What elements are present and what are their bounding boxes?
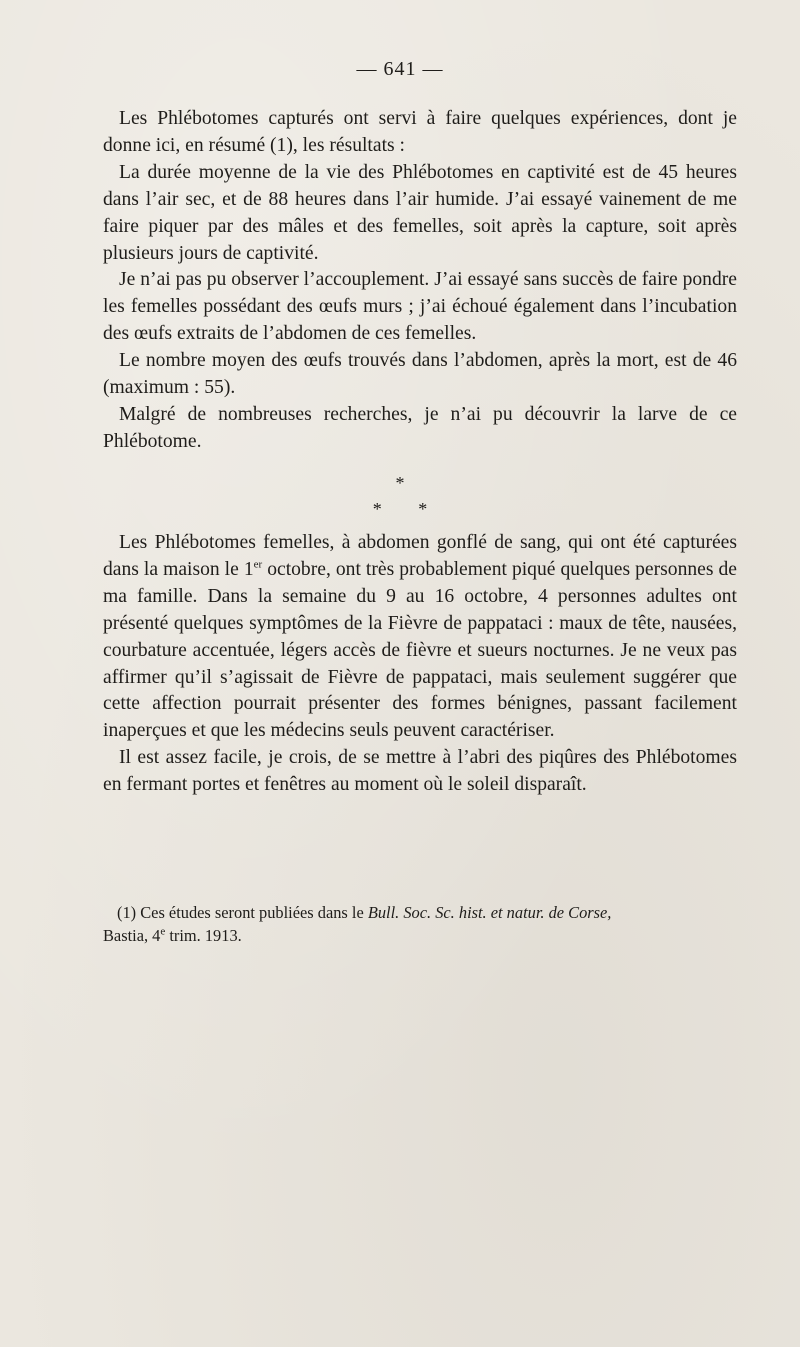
- main-text-section-1: [103, 106, 737, 456]
- footnote-superscript: e: [160, 925, 166, 938]
- footnote: [103, 902, 743, 947]
- footnote-text-a: Ces études seront publiées dans le: [140, 903, 368, 922]
- pappataci-text-a: Les Phlébotomes femelles, à abdomen gonflé de sang, qui ont été capturées dans la maison le 1: [103, 532, 737, 580]
- paragraph-experiments: Les Phlébotomes capturés ont servi à faire quelques expériences, dont je donne ici, en résumé (1), les résultats :: [103, 108, 737, 156]
- section-separator-top: *: [395, 473, 405, 493]
- footnote-text-b: Bastia, 4: [103, 925, 161, 945]
- footnote-marker: (1): [117, 903, 137, 922]
- footnote-text-c: trim. 1913.: [165, 925, 242, 945]
- main-text-section-2: [103, 530, 737, 799]
- page-number: — 641 —: [356, 58, 444, 80]
- paragraph-pappataci: [103, 530, 737, 745]
- paragraph-lifespan: La durée moyenne de la vie des Phlébotomes en captivité est de 45 heures dans l’air sec, et de 88 heures dans l’air humide. J’ai essayé vainement de me faire piquer par des mâles et des femelles, soit après la capture, soit après plusieurs jours de captivité.: [103, 161, 737, 264]
- paragraph-mating: Je n’ai pas pu observer l’accouplement. J’ai essayé sans succès de faire pondre les femelles possédant des œufs murs ; j’ai échoué également dans l’incubation des œufs extraits de l’abdomen de ces femelles.: [103, 269, 737, 345]
- section-separator-bottom: * *: [372, 499, 444, 519]
- pappataci-text-b: octobre, ont très probablement piqué quelques personnes de ma famille. Dans la semaine du 9 au 16 octobre, 4 personnes adultes ont présenté quelques symptômes de la Fièvre de pappataci : maux de tête, nausées, courbature accentuée, légers accès de fièvre et sueurs nocturnes. Je ne veux pas affirmer qu’il s’agissait de Fièvre de pappataci, mais seulement suggérer que cette affection pourrait présenter des formes bénignes, passant facilement inaperçues et que les médecins seuls peuvent caractériser.: [103, 558, 737, 742]
- ordinal-superscript: er: [253, 558, 263, 571]
- footnote-journal: Bull. Soc. Sc. hist. et natur. de Corse,: [367, 903, 612, 922]
- paragraph-protection: Il est assez facile, je crois, de se mettre à l’abri des piqûres des Phlébotomes en fermant portes et fenêtres au moment où le soleil disparaît.: [103, 747, 737, 796]
- paragraph-larva: Malgré de nombreuses recherches, je n’ai pu découvrir la larve de ce Phlébotome.: [103, 403, 737, 452]
- paragraph-egg-count: Le nombre moyen des œufs trouvés dans l’abdomen, après la mort, est de 46 (maximum : 55).: [103, 350, 737, 399]
